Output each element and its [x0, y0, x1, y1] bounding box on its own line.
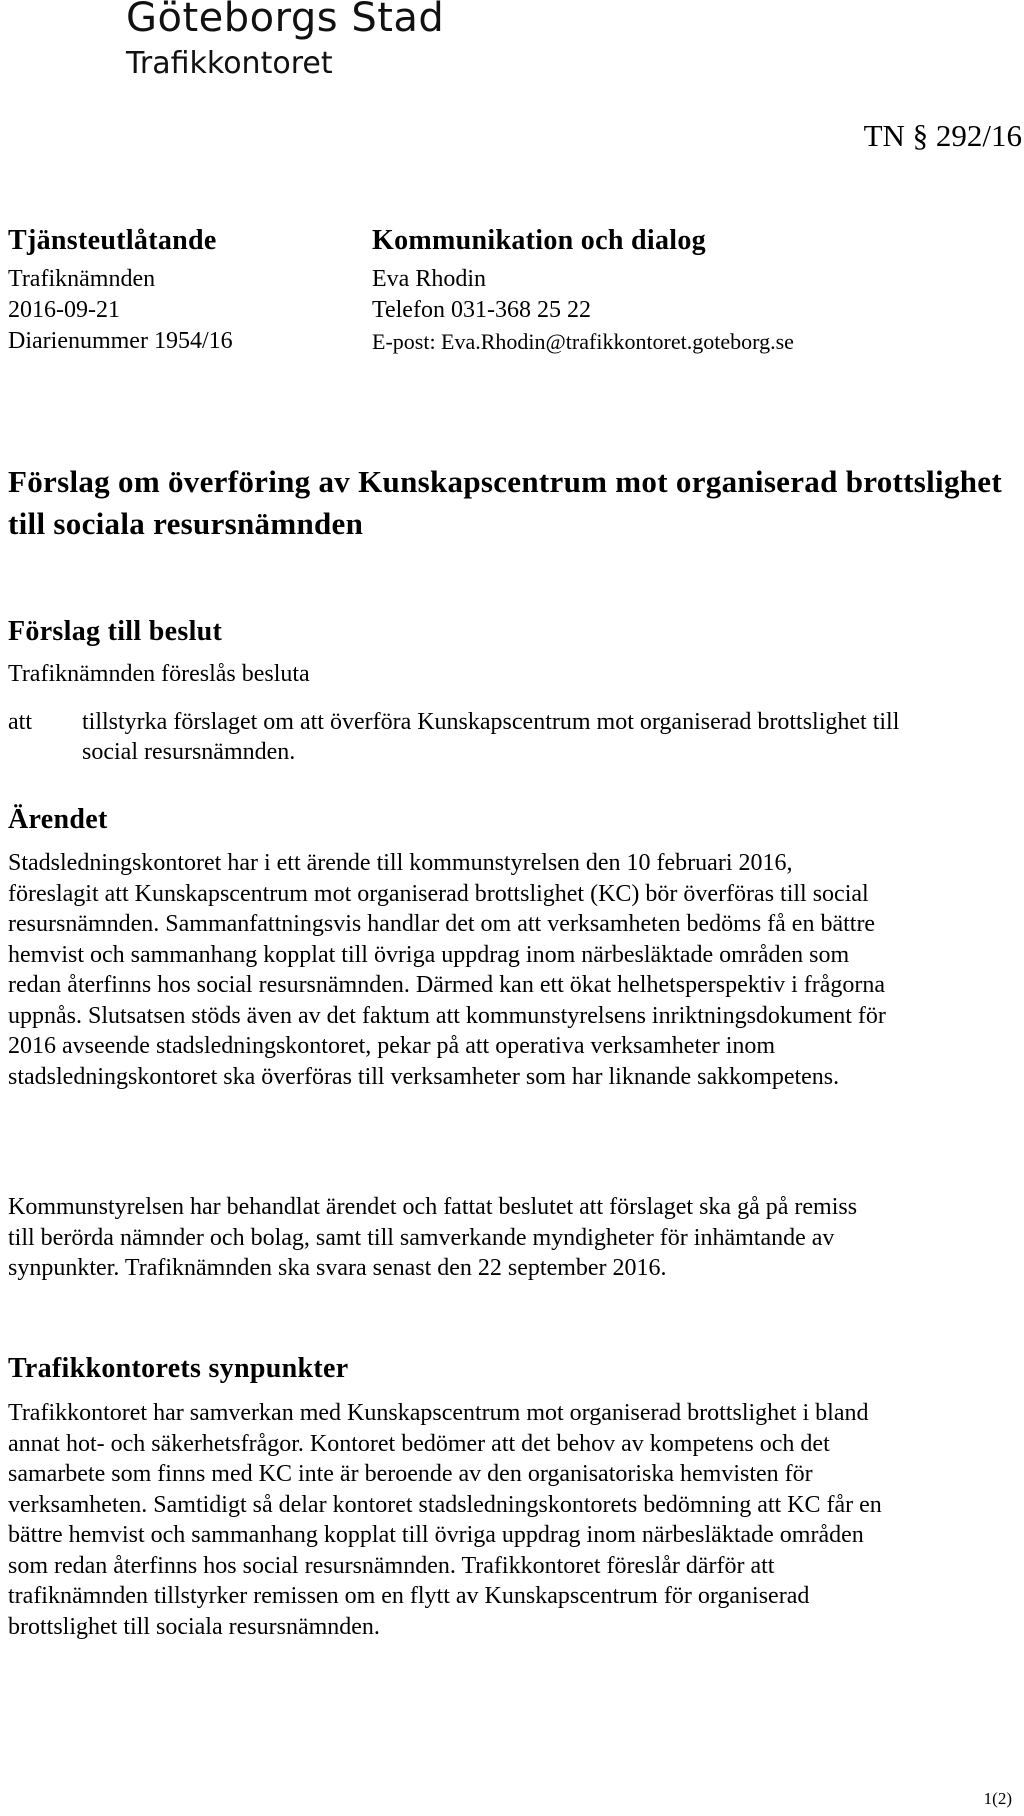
proposal-heading: Förslag till beslut: [8, 616, 223, 647]
views-heading: Trafikkontorets synpunkter: [8, 1353, 349, 1384]
meta-committee: Trafiknämnden: [8, 266, 156, 292]
document-meta: [8, 224, 233, 357]
contact-email: E-post: Eva.Rhodin@trafikkontoret.goteborg.se: [372, 329, 794, 354]
department-name: Trafikkontoret: [126, 46, 333, 81]
contact-meta: [372, 224, 794, 357]
matter-heading: Ärendet: [8, 804, 108, 835]
document-title: Förslag om överföring av Kunskapscentrum mot organiserad brottslighet till sociala resursnämnden: [8, 464, 1002, 541]
matter-paragraph-1: Stadsledningskontoret har i ett ärende till kommunstyrelsen den 10 februari 2016, föreslagit att Kunskapscentrum mot organiserad brottslighet (KC) bör överföras till social resursnämnden. Sammanfattningsvis handlar det om att verksamheten bedöms få en bättre hemvist och sammanhang kopplat till övriga uppdrag inom närbesläktade områden som redan återfinns hos social resursnämnden. Därmed kan ett ökat helhetsperspektiv i frågorna uppnås. Slutsatsen stöds även av det faktum att kommunstyrelsens inriktningsdokument för 2016 avseende stadsledningskontoret, pekar på att operativa verksamheter inom stadsledningskontoret ska överföras till verksamheter som har liknande sakkompetens.: [8, 850, 886, 1090]
contact-phone: Telefon 031-368 25 22: [372, 297, 591, 323]
views-paragraph: Trafikkontoret har samverkan med Kunskapscentrum mot organiserad brottslighet i bland annat hot- och säkerhetsfrågor. Kontoret bedömer att det behov av kompetens och det samarbete som finns med KC inte är beroende av den organisatoriska hemvisten för verksamheten. Samtidigt så delar kontoret stadsledningskontorets bedömning att KC får en bättre hemvist och sammanhang kopplat till övriga uppdrag inom närbesläktade områden som redan återfinns hos social resursnämnden. Trafikkontoret föreslår därför att trafiknämnden tillstyrker remissen om en flytt av Kunskapscentrum för organiserad brottslighet till sociala resursnämnden.: [8, 1400, 882, 1640]
meta-date: 2016-09-21: [8, 297, 120, 323]
org-name: Göteborgs Stad: [126, 0, 445, 41]
meta-diary-number: Diarienummer 1954/16: [8, 328, 233, 354]
reference-number: TN § 292/16: [863, 118, 1022, 153]
document-type: Tjänsteutlåtande: [8, 225, 217, 256]
organization-header: [126, 0, 444, 82]
page-number: 1(2): [983, 1789, 1012, 1808]
proposal-att-label: att: [8, 709, 32, 735]
matter-paragraph-2: Kommunstyrelsen har behandlat ärendet och fattat beslutet att förslaget ska gå på remiss till berörda nämnder och bolag, samt till samverkande myndigheter för inhämtande av synpunkter. Trafiknämnden ska svara senast den 22 september 2016.: [8, 1194, 858, 1281]
proposal-att-text: tillstyrka förslaget om att överföra Kunskapscentrum mot organiserad brottslighet till social resursnämnden.: [82, 709, 900, 765]
contact-name: Eva Rhodin: [372, 266, 486, 292]
contact-heading: Kommunikation och dialog: [372, 225, 706, 256]
proposal-intro: Trafiknämnden föreslås besluta: [8, 661, 310, 687]
